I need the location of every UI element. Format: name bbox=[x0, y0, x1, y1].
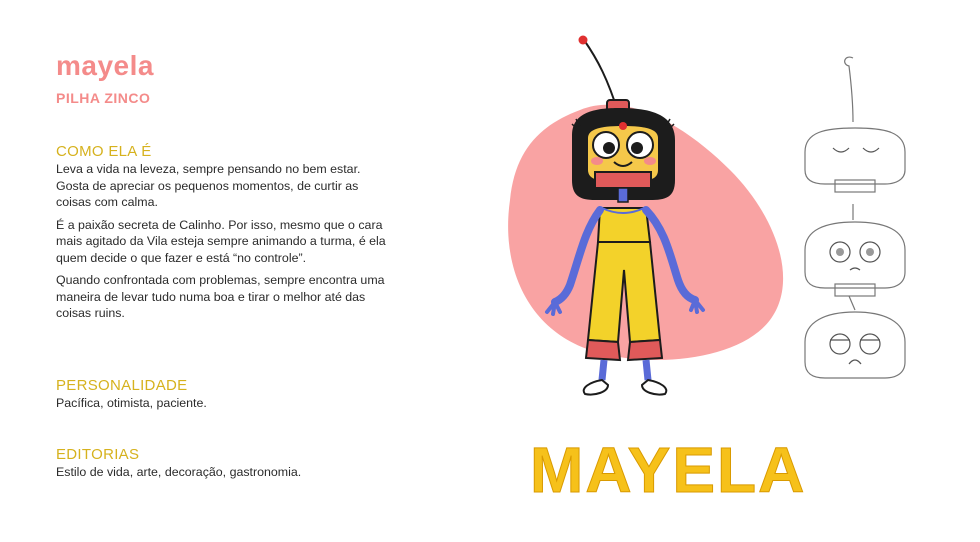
expression-sketch-sad bbox=[795, 292, 925, 402]
paragraph: Pacífica, otimista, paciente. bbox=[56, 396, 207, 410]
paragraph: Estilo de vida, arte, decoração, gastronomia. bbox=[56, 465, 302, 479]
character-subtitle: PILHA ZINCO bbox=[56, 90, 151, 106]
character-name: mayela bbox=[56, 50, 154, 81]
paragraph: Quando confrontada com problemas, sempre encontra uma maneira de levar tudo numa boa e tirar o melhor até das coisas ruins. bbox=[56, 273, 385, 320]
section-heading: PERSONALIDADE bbox=[56, 377, 188, 394]
character-info-panel bbox=[56, 50, 396, 106]
paragraph: Leva a vida na leveza, sempre pensando no bem estar. Gosta de apreciar os pequenos momentos, de curtir as coisas com calma. bbox=[56, 162, 361, 209]
expression-sketch-sleepy bbox=[795, 52, 925, 202]
paragraph: É a paixão secreta de Calinho. Por isso, mesmo que o cara mais agitado da Vila esteja sempre animando a turma, é ela quem decide o que fazer e está “no controle”. bbox=[56, 217, 386, 265]
section-como-ela-e bbox=[56, 143, 391, 328]
section-personalidade bbox=[56, 377, 391, 418]
section-editorias bbox=[56, 446, 391, 487]
mayela-logo: MAYELA bbox=[530, 434, 807, 506]
section-heading: COMO ELA É bbox=[56, 143, 152, 160]
section-heading: EDITORIAS bbox=[56, 446, 140, 463]
